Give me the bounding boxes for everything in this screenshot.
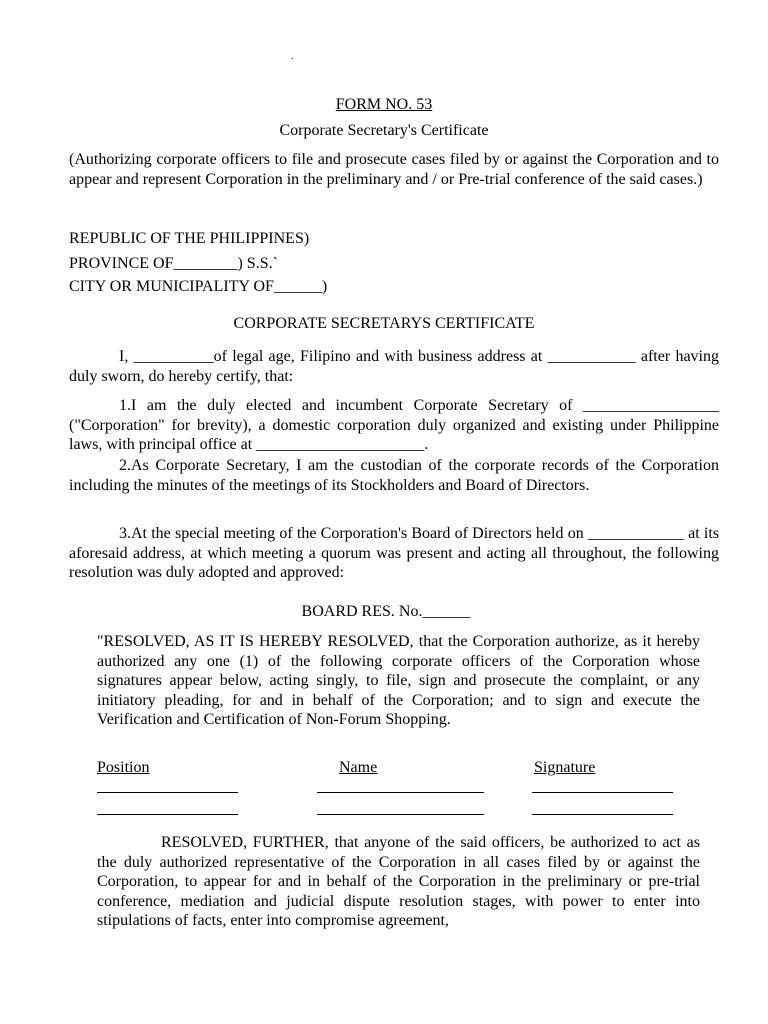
paragraph-1: 1.I am the duly elected and incumbent Corporate Secretary of _________________ ("Corporation" for brevity), a domestic corporation duly organized and existing under Philippine laws, with principal office at _____________________. — [69, 397, 719, 453]
position-blank-1 — [97, 792, 238, 793]
venue-republic: REPUBLIC OF THE PHILIPPINES) — [69, 230, 310, 247]
form-number: FORM NO. 53 — [335, 96, 433, 113]
paragraph-3: 3.At the special meeting of the Corporation's Board of Directors held on ____________ at its aforesaid address, at which meeting a quorum was present and acting all throughout, the following resolution was duly adopted and approved: — [69, 525, 719, 581]
purpose-paragraph: (Authorizing corporate officers to file and prosecute cases filed by or against the Corporation and to appear and represent Corporation in the preliminary and / or Pre-trial conference of the said cases.) — [69, 151, 719, 188]
name-blank-1 — [317, 792, 484, 793]
column-name: Name — [339, 759, 378, 776]
resolved-paragraph: "RESOLVED, AS IT IS HEREBY RESOLVED, that the Corporation authorize, as it hereby authorized any one (1) of the following corporate officers of the Corporation whose signatures appear below, acting singly, to file, sign and prosecute the complaint, or any initiatory pleading, for and in behalf of the Corporation; and to sign and execute the Verification and Certification of Non-Forum Shopping. — [97, 633, 700, 728]
signature-blank-1 — [532, 792, 673, 793]
venue-province: PROVINCE OF________) S.S.` — [69, 255, 278, 272]
column-signature: Signature — [534, 759, 596, 776]
intro-paragraph: I, __________of legal age, Filipino and with business address at ___________ after having duly sworn, do hereby certify, that: — [69, 348, 719, 385]
resolved-further-paragraph: RESOLVED, FURTHER, that anyone of the said officers, be authorized to act as the duly authorized representative of the Corporation in all cases filed by or against the Corporation, to appear for and in behalf of the Corporation in the preliminary or pre-trial conference, mediation and judicial dispute resolution stages, with power to enter into stipulations of facts, enter into compromise agreement, — [97, 834, 700, 929]
certificate-heading: CORPORATE SECRETARYS CERTIFICATE — [233, 315, 535, 332]
form-title: Corporate Secretary's Certificate — [279, 122, 489, 139]
name-blank-2 — [317, 814, 484, 815]
signature-blank-2 — [532, 814, 673, 815]
stray-mark: . — [291, 51, 294, 62]
position-blank-2 — [97, 814, 238, 815]
venue-city: CITY OR MUNICIPALITY OF______) — [69, 278, 328, 295]
column-position: Position — [97, 759, 150, 776]
board-resolution-number: BOARD RES. No.______ — [301, 603, 471, 620]
paragraph-2: 2.As Corporate Secretary, I am the custodian of the corporate records of the Corporation including the minutes of the meetings of its Stockholders and Board of Directors. — [69, 457, 719, 494]
